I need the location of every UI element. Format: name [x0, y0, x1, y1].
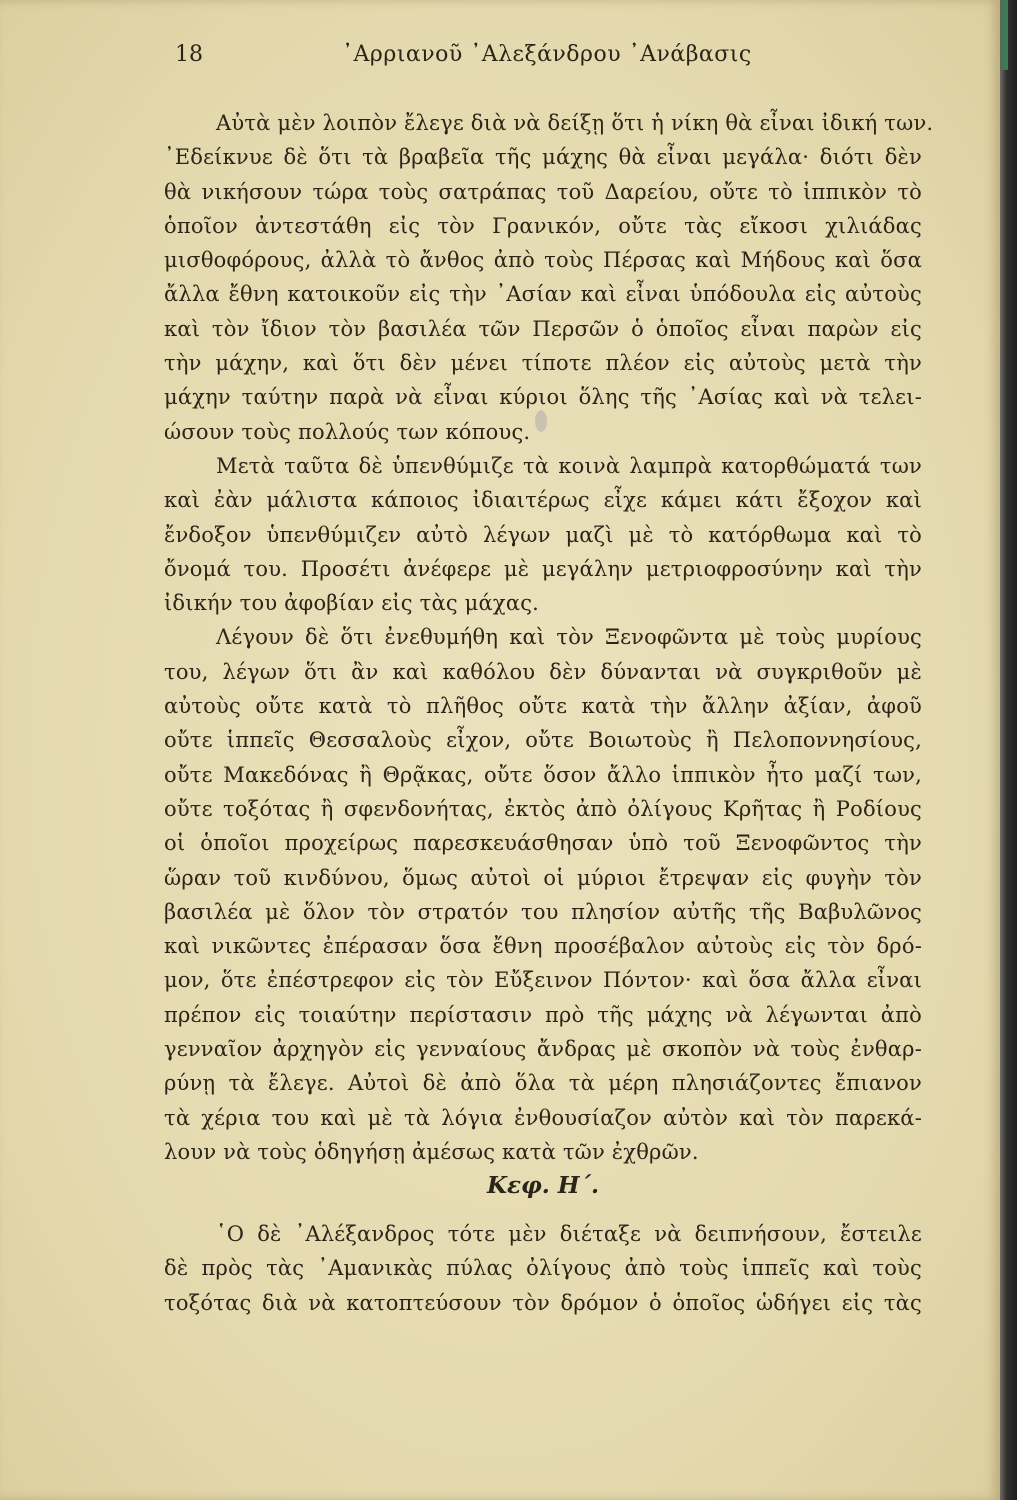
- chapter-heading: Κεφ. Η΄.: [486, 1172, 600, 1199]
- bookmark-ribbon: [1002, 0, 1008, 70]
- text-line: ᾿Εδείκνυε δὲ ὅτι τὰ βραβεῖα τῆς μάχης θὰ εἶναι μεγάλα· διότι δὲν: [164, 145, 922, 170]
- text-line: ἄλλα ἔθνη κατοικοῦν εἰς τὴν ᾿Ασίαν καὶ εἶναι ὑπόδουλα εἰς αὐτοὺς: [164, 282, 922, 307]
- text-line: του, λέγων ὅτι ἂν καὶ καθόλου δὲν δύνανται νὰ συγκριθοῦν μὲ: [164, 659, 922, 684]
- book-spine-edge: [1000, 0, 1017, 1500]
- text-line: μισθοφόρους, ἀλλὰ τὸ ἄνθος ἀπὸ τοὺς Πέρσας καὶ Μήδους καὶ ὅσα: [164, 248, 922, 273]
- text-line: τὴν μάχην, καὶ ὅτι δὲν μένει τίποτε πλέον εἰς αὐτοὺς μετὰ τὴν: [164, 351, 922, 376]
- text-line: Μετὰ ταῦτα δὲ ὑπενθύμιζε τὰ κοινὰ λαμπρὰ κατορθώματά των: [216, 453, 922, 478]
- text-line: τοξότας διὰ νὰ κατοπτεύσουν τὸν δρόμον ὁ ὁποῖος ὡδήγει εἰς τὰς: [164, 1290, 922, 1315]
- text-line: οὔτε ἱππεῖς Θεσσαλοὺς εἶχον, οὔτε Βοιωτοὺς ἢ Πελοποννησίους,: [164, 728, 922, 753]
- text-line: καὶ νικῶντες ἐπέρασαν ὅσα ἔθνη προσέβαλον αὐτοὺς εἰς τὸν δρό-: [164, 934, 922, 959]
- text-line: ὁποῖον ἀντεστάθη εἰς τὸν Γρανικόν, οὔτε τὰς εἴκοσι χιλιάδας: [164, 213, 922, 238]
- text-line: βασιλέα μὲ ὅλον τὸν στρατόν του πλησίον αὐτῆς τῆς Βαβυλῶνος: [164, 899, 922, 924]
- ink-mark: [535, 410, 547, 432]
- text-line: μάχην ταύτην παρὰ νὰ εἶναι κύριοι ὅλης τῆς ᾿Ασίας καὶ νὰ τελει-: [164, 385, 922, 410]
- running-title: ᾿Αρριανοῦ ᾿Αλεξάνδρου ᾿Ανάβασις: [342, 42, 752, 67]
- text-line: καὶ ἐὰν μάλιστα κάποιος ἰδιαιτέρως εἶχε κάμει κάτι ἔξοχον καὶ: [164, 488, 922, 513]
- text-line: δὲ πρὸς τὰς ᾿Αμανικὰς πύλας ὀλίγους ἀπὸ τοὺς ἱππεῖς καὶ τοὺς: [164, 1256, 922, 1281]
- text-line: ῾Ο δὲ ᾿Αλέξανδρος τότε μὲν διέταξε νὰ δειπνήσουν, ἔστειλε: [216, 1222, 922, 1246]
- page-header: [170, 42, 930, 78]
- text-line: πρέπον εἰς τοιαύτην περίστασιν πρὸ τῆς μάχης νὰ λέγωνται ἀπὸ: [164, 1002, 922, 1027]
- text-line: θὰ νικήσουν τώρα τοὺς σατράπας τοῦ Δαρείου, οὔτε τὸ ἱππικὸν τὸ: [164, 179, 922, 204]
- text-line: ἔνδοξον ὑπενθύμιζεν αὐτὸ λέγων μαζὶ μὲ τὸ κατόρθωμα καὶ τὸ: [164, 522, 922, 547]
- page-number: 18: [175, 42, 203, 67]
- text-line: γενναῖον ἀρχηγὸν εἰς γενναίους ἄνδρας μὲ σκοπὸν νὰ τοὺς ἐνθαρ-: [164, 1037, 922, 1062]
- text-line: οἱ ὁποῖοι προχείρως παρεσκευάσθησαν ὑπὸ τοῦ Ξενοφῶντος τὴν: [164, 831, 922, 856]
- text-line: μον, ὅτε ἐπέστρεφον εἰς τὸν Εὔξεινον Πόντον· καὶ ὅσα ἄλλα εἶναι: [164, 968, 922, 993]
- text-line: οὔτε Μακεδόνας ἢ Θρᾷκας, οὔτε ὅσον ἄλλο ἱππικὸν ἦτο μαζί των,: [164, 762, 922, 787]
- text-line: Αὐτὰ μὲν λοιπὸν ἔλεγε διὰ νὰ δείξῃ ὅτι ἡ νίκη θὰ εἶναι ἰδική των.: [216, 111, 934, 135]
- text-line: Λέγουν δὲ ὅτι ἐνεθυμήθη καὶ τὸν Ξενοφῶντα μὲ τοὺς μυρίους: [216, 625, 922, 650]
- text-line: ὥραν τοῦ κινδύνου, ὅμως αὐτοὶ οἱ μύριοι ἔτρεψαν εἰς φυγὴν τὸν: [164, 865, 922, 890]
- text-line: λουν νὰ τοὺς ὁδηγήσῃ ἀμέσως κατὰ τῶν ἐχθρῶν.: [164, 1139, 699, 1164]
- text-line: ρύνῃ τὰ ἔλεγε. Αὐτοὶ δὲ ἀπὸ ὅλα τὰ μέρη πλησιάζοντες ἔπιανον: [164, 1071, 922, 1096]
- chapter-text: [164, 1217, 922, 1320]
- text-line: τὰ χέρια του καὶ μὲ τὰ λόγια ἐνθουσίαζον αὐτὸν καὶ τὸν παρεκά-: [164, 1105, 922, 1130]
- text-line: ἰδικήν του ἀφοβίαν εἰς τὰς μάχας.: [164, 591, 540, 616]
- text-line: οὔτε τοξότας ἢ σφενδονήτας, ἐκτὸς ἀπὸ ὀλίγους Κρῆτας ἢ Ροδίους: [164, 796, 922, 821]
- text-line: ὄνομά του. Προσέτι ἀνέφερε μὲ μεγάλην μετριοφροσύνην καὶ τὴν: [164, 556, 922, 581]
- text-line: ώσουν τοὺς πολλούς των κόπους.: [164, 419, 531, 444]
- text-line: αὐτοὺς οὔτε κατὰ τὸ πλῆθος οὔτε κατὰ τὴν ἄλλην ἀξίαν, ἀφοῦ: [164, 694, 922, 719]
- main-text: [164, 106, 934, 1169]
- text-line: καὶ τὸν ἴδιον τὸν βασιλέα τῶν Περσῶν ὁ ὁποῖος εἶναι παρὼν εἰς: [164, 316, 922, 341]
